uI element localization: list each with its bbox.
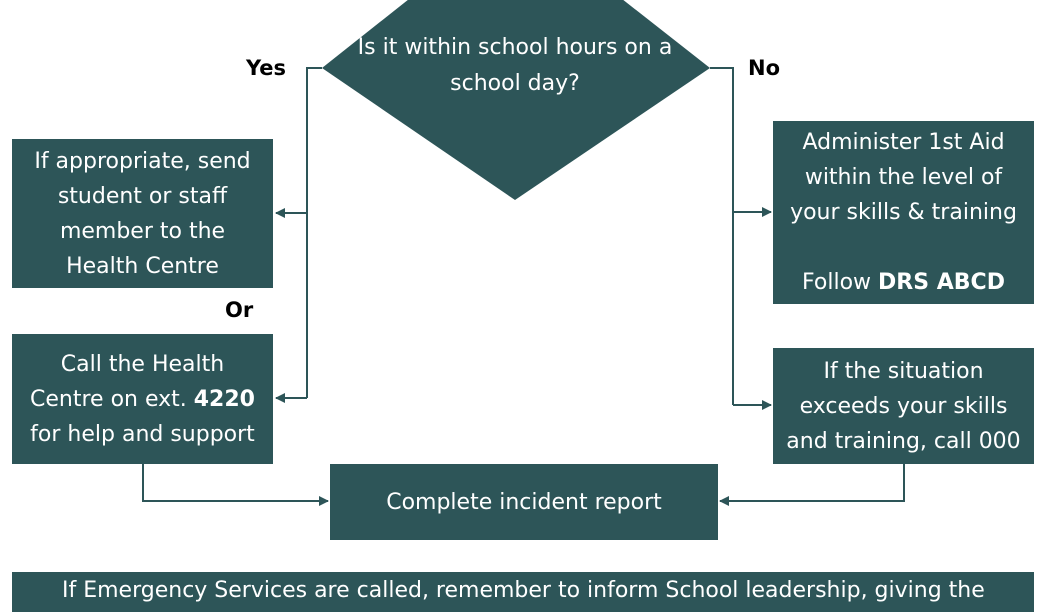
box-line: If the situation xyxy=(823,358,984,384)
yes-connector xyxy=(307,68,322,398)
decision-line-1: Is it within school hours on xyxy=(357,35,652,60)
box-line: student or staff xyxy=(57,183,228,209)
box-line xyxy=(802,265,1005,300)
banner-text: If Emergency Services are called, remember to inform School leadership, giving the xyxy=(62,578,985,603)
call-000-box xyxy=(773,348,1034,464)
box-line: If appropriate, send xyxy=(34,148,251,174)
box-line: for help and support xyxy=(30,421,255,447)
box-line: your skills & training xyxy=(790,200,1017,225)
box-line: Administer 1st Aid xyxy=(802,130,1005,155)
no-label: No xyxy=(748,56,781,80)
box-line: exceeds your skills xyxy=(799,393,1008,419)
box-line xyxy=(30,382,255,417)
arrow-right-to-report xyxy=(720,464,904,501)
send-to-health-centre-box xyxy=(12,139,273,288)
emergency-services-banner xyxy=(12,572,1034,612)
box-spacer xyxy=(900,230,907,265)
incident-report-label: Complete incident report xyxy=(386,489,662,515)
incident-report-box xyxy=(330,464,718,540)
call-health-centre-box xyxy=(12,334,273,464)
box-line: and training, call 000 xyxy=(786,428,1021,454)
box-line: Health Centre xyxy=(66,253,219,279)
drs-abcd: DRS ABCD xyxy=(878,270,1005,295)
yes-label: Yes xyxy=(246,56,287,80)
administer-first-aid-box xyxy=(773,121,1034,304)
decision-text xyxy=(345,30,685,102)
no-connector xyxy=(710,68,733,405)
or-label: Or xyxy=(225,298,254,322)
ext-prefix: Centre on ext. xyxy=(30,386,194,412)
decision-line-2: a school day? xyxy=(450,35,673,96)
extension-number: 4220 xyxy=(193,386,255,412)
box-line: Call the Health xyxy=(60,351,225,377)
box-line: within the level of xyxy=(804,165,1003,190)
box-line: member to the xyxy=(59,218,226,244)
arrow-left-to-report xyxy=(143,464,328,501)
follow-prefix: Follow xyxy=(802,270,879,295)
